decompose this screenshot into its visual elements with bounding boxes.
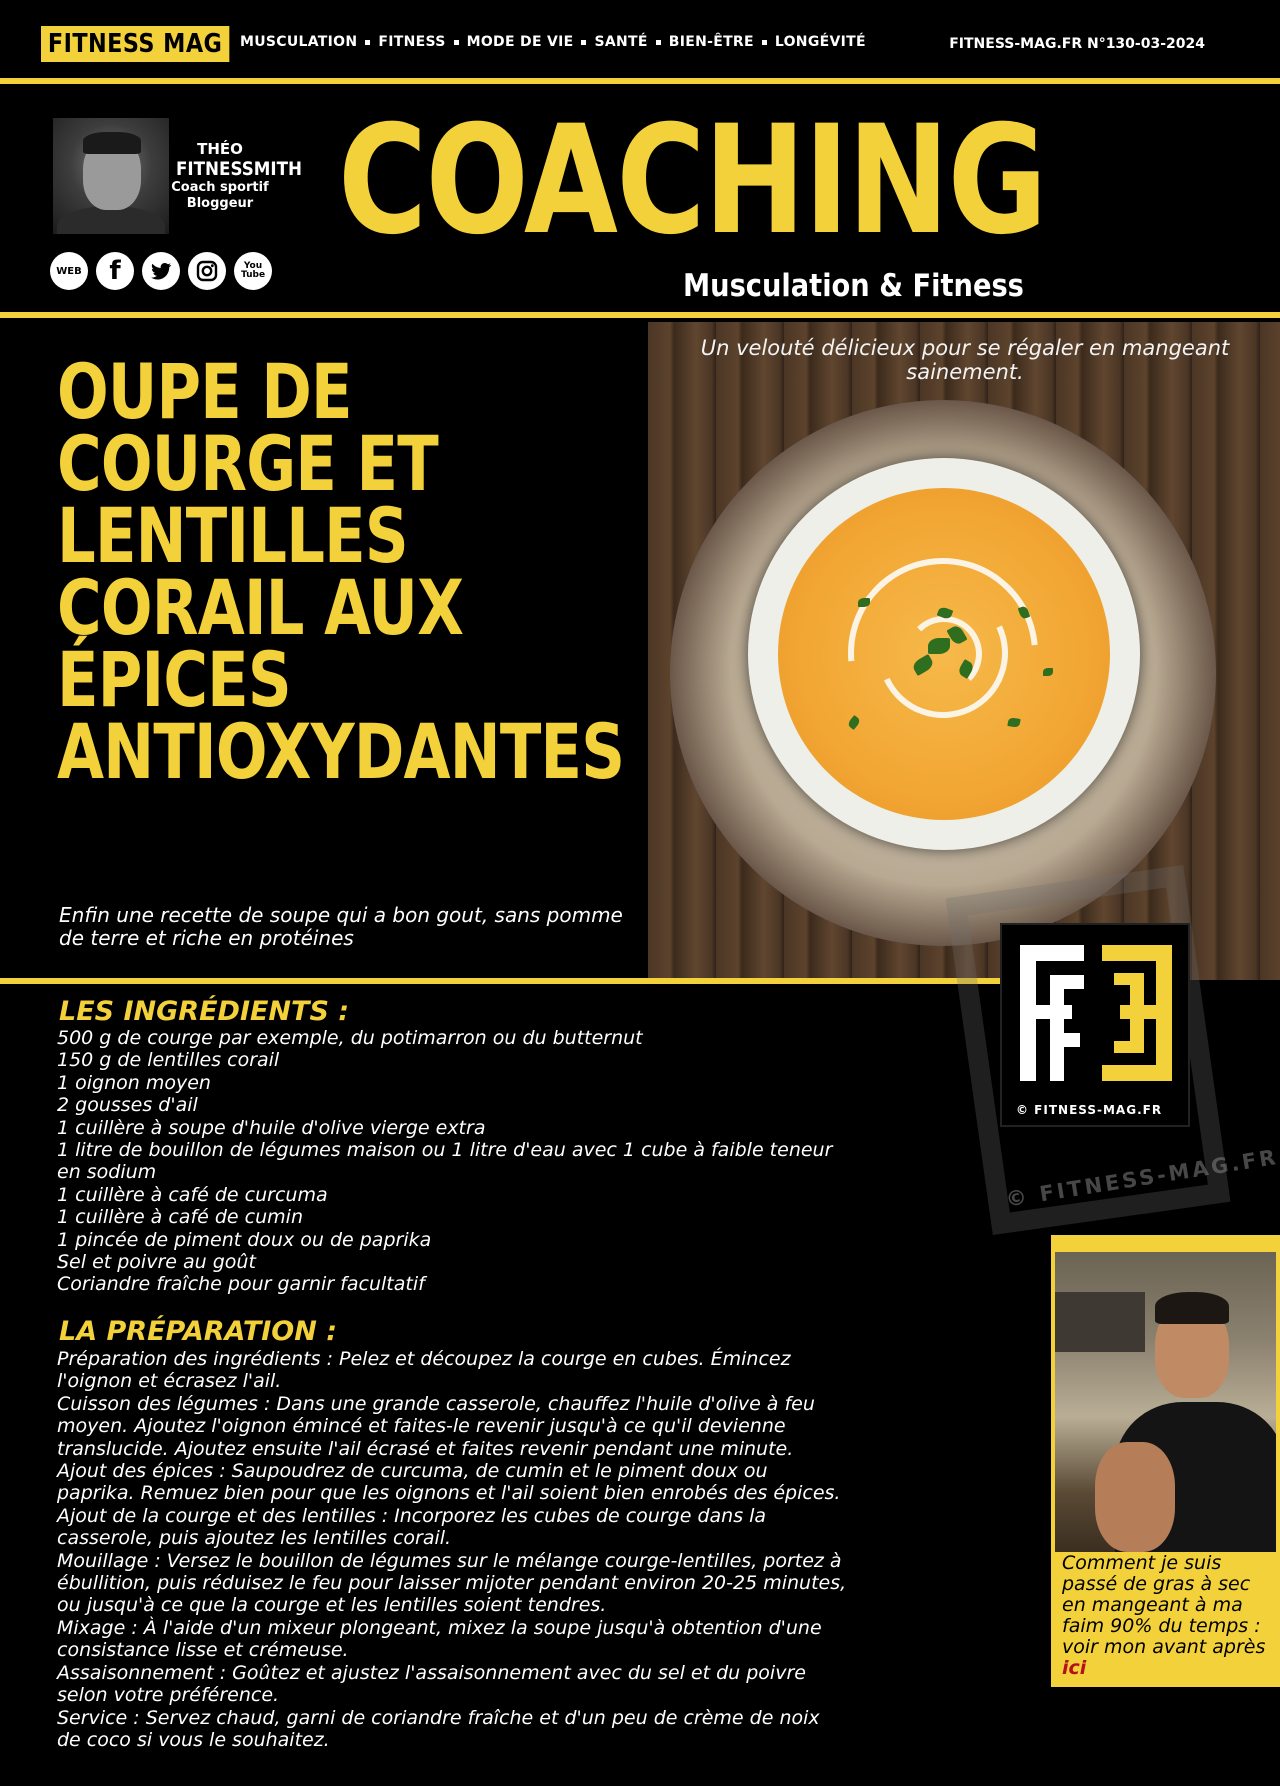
nav-separator bbox=[581, 40, 586, 45]
nav-item-longevite[interactable]: LONGÉVITÉ bbox=[774, 34, 866, 50]
youtube-icon[interactable] bbox=[234, 252, 272, 290]
ingredient-item: 150 g de lentilles corail bbox=[57, 1049, 280, 1072]
ingredient-item: 1 cuillère à café de curcuma bbox=[57, 1183, 328, 1206]
header-divider-top bbox=[0, 78, 1280, 84]
promo-box bbox=[1051, 1235, 1280, 1687]
ingredient-item: 1 cuillère à soupe d'huile d'olive vierge extra bbox=[57, 1116, 486, 1139]
author-last-name: FITNESSMITH bbox=[176, 158, 303, 180]
youtube-label-bottom: Tube bbox=[240, 270, 266, 280]
preparation-line: Service : Servez chaud, garni de coriandre fraîche et d'un peu de crème de noix bbox=[57, 1706, 820, 1729]
ingredients-heading: LES INGRÉDIENTS : bbox=[59, 996, 350, 1027]
nav-item-musculation[interactable]: MUSCULATION bbox=[240, 34, 358, 50]
preparation-line: l'oignon et écrasez l'ail. bbox=[57, 1370, 282, 1393]
instagram-icon[interactable] bbox=[188, 252, 226, 290]
article-title-line: LENTILLES bbox=[57, 491, 408, 580]
logo-caption: © FITNESS-MAG.FR bbox=[1016, 1103, 1163, 1117]
article-title bbox=[57, 347, 625, 796]
promo-link[interactable]: ici bbox=[1062, 1657, 1087, 1679]
preparation-line: selon votre préférence. bbox=[57, 1684, 280, 1707]
article-title-line: COURGE ET bbox=[57, 419, 438, 508]
section-subtitle: Musculation & Fitness bbox=[683, 268, 1024, 304]
watermark-text: © FITNESS-MAG.FR bbox=[1004, 1144, 1280, 1212]
preparation-line: ébullition, puis réduisez le feu pour laisser mijoter pendant environ 20-25 minutes, bbox=[57, 1572, 847, 1595]
nav-item-sante[interactable]: SANTÉ bbox=[594, 34, 648, 50]
nav-separator bbox=[454, 40, 459, 45]
preparation-line: Assaisonnement : Goûtez et ajustez l'assaisonnement avec du sel et du poivre bbox=[57, 1661, 806, 1684]
nav-separator bbox=[762, 40, 767, 45]
ingredient-item: 2 gousses d'ail bbox=[57, 1094, 198, 1117]
header-divider-bottom bbox=[0, 312, 1280, 318]
preparation-line: Mouillage : Versez le bouillon de légumes sur le mélange courge-lentilles, portez à bbox=[57, 1549, 842, 1572]
nav-item-bien-etre[interactable]: BIEN-ÊTRE bbox=[668, 34, 754, 50]
fitness-mag-logo bbox=[1000, 923, 1190, 1127]
preparation-line: translucide. Ajoutez ensuite l'ail écrasé et faites revenir pendant une minute. bbox=[57, 1437, 794, 1460]
issue-number: FITNESS-MAG.FR N°130-03-2024 bbox=[949, 36, 1205, 52]
promo-text bbox=[1062, 1553, 1274, 1679]
promo-photo[interactable] bbox=[1055, 1252, 1276, 1552]
ingredient-item: 1 litre de bouillon de légumes maison ou 1 litre d'eau avec 1 cube à faible teneur bbox=[57, 1139, 833, 1162]
preparation-line: consistance lisse et crémeuse. bbox=[57, 1639, 349, 1662]
web-icon[interactable]: WEB bbox=[50, 252, 88, 290]
brand-logo[interactable]: FITNESS MAG bbox=[41, 26, 229, 62]
author-block bbox=[170, 140, 303, 212]
preparation-line: Préparation des ingrédients : Pelez et découpez la courge en cubes. Émincez bbox=[57, 1348, 791, 1370]
author-photo bbox=[53, 118, 169, 234]
ingredient-item: Coriandre fraîche pour garnir facultatif bbox=[57, 1273, 425, 1296]
preparation-line: ou jusqu'à ce que la courge et les lentilles soient tendres. bbox=[57, 1594, 607, 1617]
article-title-line: OUPE DE bbox=[57, 347, 352, 436]
youtube-label-top: You bbox=[243, 261, 263, 271]
preparation-line: paprika. Remuez bien pour que les oignons et l'ail soient bien enrobés des épices. bbox=[57, 1482, 841, 1505]
preparation-line: de coco si vous le souhaitez. bbox=[57, 1728, 330, 1751]
preparation-line: Cuisson des légumes : Dans une grande casserole, chauffez l'huile d'olive à feu bbox=[57, 1392, 815, 1415]
section-title: COACHING bbox=[338, 94, 1046, 268]
facebook-icon[interactable]: f bbox=[96, 252, 134, 290]
author-role-secondary: Bloggeur bbox=[186, 196, 254, 211]
ingredient-item: 1 pincée de piment doux ou de paprika bbox=[57, 1228, 432, 1251]
promo-message: Comment je suis passé de gras à sec en mangeant à ma faim 90% du temps : voir mon avant après bbox=[1062, 1552, 1266, 1658]
ingredient-item: 1 oignon moyen bbox=[57, 1071, 211, 1094]
twitter-icon[interactable] bbox=[142, 252, 180, 290]
preparation-line: Ajout des épices : Saupoudrez de curcuma, de cumin et le piment doux ou bbox=[57, 1460, 768, 1483]
article-title-line: CORAIL AUX bbox=[57, 563, 464, 652]
author-first-name: THÉO bbox=[197, 140, 243, 158]
main-nav bbox=[240, 34, 866, 50]
soup bbox=[778, 488, 1110, 820]
social-links bbox=[50, 252, 272, 290]
ingredients-list bbox=[57, 1027, 1017, 1296]
preparation-line: Mixage : À l'aide d'un mixeur plongeant, mixez la soupe jusqu'à obtention d'une bbox=[57, 1616, 822, 1639]
photo-caption: Un velouté délicieux pour se régaler en mangeant sainement. bbox=[700, 336, 1230, 384]
nav-item-mode-de-vie[interactable]: MODE DE VIE bbox=[466, 34, 574, 50]
preparation-line: casserole, puis ajoutez les lentilles corail. bbox=[57, 1527, 452, 1550]
preparation-heading: LA PRÉPARATION : bbox=[59, 1316, 338, 1347]
nav-separator bbox=[656, 40, 661, 45]
logo-f-mark bbox=[1020, 945, 1090, 1081]
article-title-line: ÉPICES bbox=[57, 635, 291, 724]
preparation-line: moyen. Ajoutez l'oignon émincé et faites-le revenir jusqu'à ce qu'il devienne bbox=[57, 1415, 786, 1438]
preparation-line: Ajout de la courge et des lentilles : Incorporez les cubes de courge dans la bbox=[57, 1504, 767, 1527]
top-bar bbox=[0, 0, 1280, 78]
article-title-line: ANTIOXYDANTES bbox=[57, 707, 625, 796]
author-role: Coach sportif bbox=[171, 180, 269, 195]
article-subtitle: Enfin une recette de soupe qui a bon gout, sans pomme de terre et riche en protéines bbox=[59, 903, 623, 950]
ingredient-item: 500 g de courge par exemple, du potimarron ou du butternut bbox=[57, 1027, 643, 1049]
bowl bbox=[748, 458, 1140, 850]
ingredient-item: en sodium bbox=[57, 1161, 157, 1184]
nav-item-fitness[interactable]: FITNESS bbox=[378, 34, 446, 50]
ingredient-item: Sel et poivre au goût bbox=[57, 1251, 256, 1274]
nav-separator bbox=[365, 40, 370, 45]
hero-divider bbox=[0, 978, 1000, 984]
preparation-steps bbox=[57, 1348, 1017, 1751]
ingredient-item: 1 cuillère à café de cumin bbox=[57, 1206, 303, 1229]
